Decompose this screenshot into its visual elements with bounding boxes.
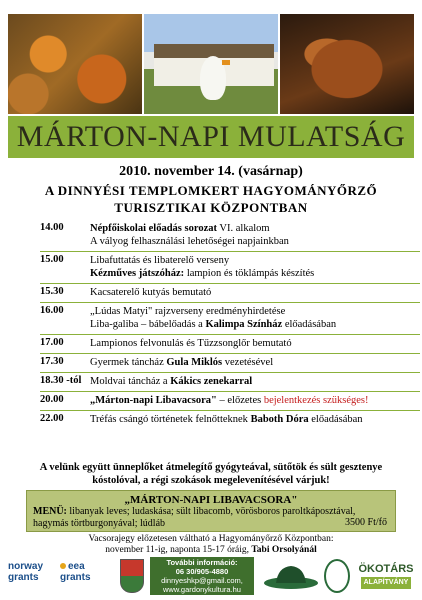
program-time: 17.00 (40, 337, 64, 348)
ticket-info-line: Vacsorajegy előzetesen váltható a Hagyományőrző Központban: (88, 534, 334, 544)
program-description: Moldvai táncház a Kákics zenekarral (90, 376, 253, 387)
program-description: Lampionos felvonulás és Tűzzsonglőr bemutató (90, 338, 292, 349)
dinner-price: 3500 Ft/fő (345, 517, 387, 528)
program-time: 16.00 (40, 305, 64, 316)
program-row (40, 220, 420, 252)
ticket-info (20, 534, 402, 556)
program-description: Gyermek táncház Gula Miklós vezetésével (90, 357, 274, 368)
page-title: MÁRTON-NAPI MULATSÁG (16, 120, 406, 153)
contact-heading: További információ: (166, 558, 238, 567)
contact-info-box (150, 557, 254, 595)
program-description: Tréfás csángó történetek felnőtteknek Baboth Dóra előadásában (90, 414, 363, 425)
goose-beak-shape (222, 60, 230, 65)
goose-photo (144, 14, 278, 114)
sponsor-footer (0, 557, 422, 597)
dinner-title: „MÁRTON-NAPI LIBAVACSORA" (124, 494, 298, 506)
program-time: 20.00 (40, 394, 64, 405)
program-time: 15.00 (40, 254, 64, 265)
municipal-crest-icon (120, 559, 144, 593)
program-description: Kacsaterelő kutyás bemutató (90, 287, 212, 298)
roast-goose-photo (280, 14, 414, 114)
event-venue: A DINNYÉSI TEMPLOMKERT HAGYOMÁNYŐRZŐ TURISZTIKAI KÖZPONTBAN (44, 183, 378, 215)
invitation-text: A velünk együtt ünneplőket átmelegítő gyógyteával, sütőtök és sült gesztenye kóstolóval, a régi szokások megelevenítésével várjuk! (39, 462, 383, 486)
program-row (40, 373, 420, 392)
dinner-menu (33, 506, 389, 530)
okotars-logo: ÖKOTÁRS ALAPÍTVÁNY (356, 563, 416, 589)
traditional-hat-logo (262, 561, 320, 591)
program-row (40, 392, 420, 411)
program-time: 14.00 (40, 222, 64, 233)
registration-required-note: bejelentkezés szükséges! (263, 395, 369, 406)
program-row (40, 354, 420, 373)
program-row (40, 284, 420, 303)
spiral-logo-icon (324, 559, 350, 593)
program-time: 17.30 (40, 356, 64, 367)
eea-grants-logo: eea grants (60, 561, 91, 583)
header-photo-strip (8, 14, 414, 114)
star-dot-icon (60, 563, 66, 569)
program-description: „Márton-napi Libavacsora" – előzetes bejelentkezés szükséges! (90, 395, 369, 406)
title-banner (8, 116, 414, 158)
program-row (40, 335, 420, 354)
program-description: Népfőiskolai előadás sorozat VI. alkalom A vályog felhasználási lehetőségei napjainkban (90, 223, 289, 247)
program-description: Libafuttatás és libaterelő verseny Kézműves játszóház: lampion és töklámpás készítés (90, 255, 315, 279)
event-date: 2010. november 14. (vasárnap) (119, 164, 303, 179)
menu-label: MENÜ: (33, 506, 67, 517)
contact-phone: 06 30/905-4880 (175, 567, 229, 576)
pumpkins-photo (8, 14, 142, 114)
dinner-menu-box (26, 490, 396, 532)
menu-items: libanyak leves; ludaskása; sült libacomb, vörösboros paroltkáposztával, hagymás törtburgonyával; lúdláb (33, 506, 356, 529)
program-row (40, 303, 420, 335)
contact-email[interactable]: dinnyeshkp@gmail.com, (161, 576, 243, 585)
norway-grants-logo: norway grants (8, 561, 44, 583)
program-schedule (40, 220, 420, 429)
ticket-contact-person: Tabi Orsolyánál (251, 545, 317, 555)
program-row (40, 411, 420, 429)
program-time: 18.30 -tól (40, 375, 82, 386)
ticket-info-line: november 11-ig, naponta 15-17 óráig, Tabi Orsolyánál (105, 545, 317, 555)
program-description: „Lúdas Matyi" rajzverseny eredményhirdetése Liba-galiba – bábelőadás a Kalimpa Színház előadásában (90, 306, 337, 330)
hat-icon (262, 561, 320, 591)
program-time: 22.00 (40, 413, 64, 424)
program-time: 15.30 (40, 286, 64, 297)
program-row (40, 252, 420, 284)
contact-website[interactable]: www.gardonykultura.hu (163, 585, 241, 594)
